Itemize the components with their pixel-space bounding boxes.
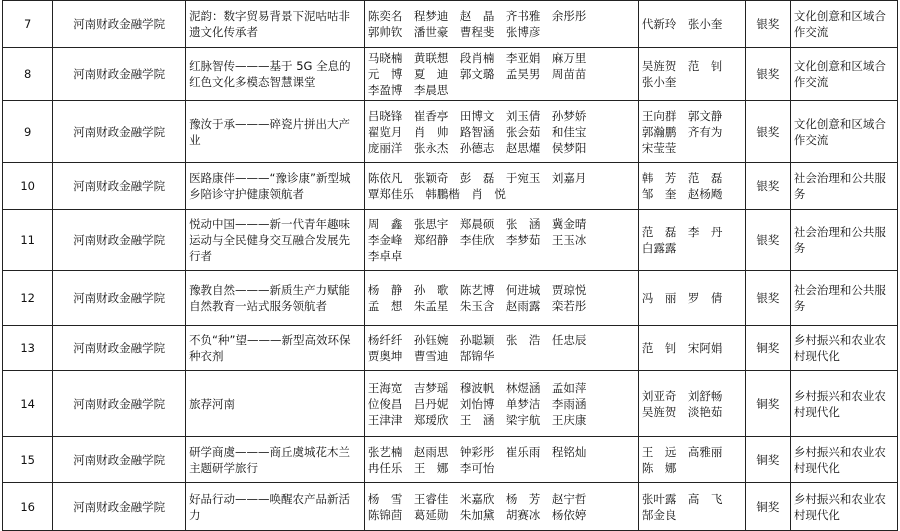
table-row bbox=[3, 48, 898, 101]
project-title-cell: 悦动中国———新一代青年趣味运动与全民健身交互融合发展先行者 bbox=[186, 210, 365, 271]
advisors-cell bbox=[638, 437, 745, 483]
category-cell: 文化创意和区域合作交流 bbox=[790, 48, 897, 101]
members-cell bbox=[364, 1, 638, 48]
project-title-cell: 豫教自然———新质生产力赋能自然教育一站式服务领航者 bbox=[186, 271, 365, 326]
row-number-cell: 10 bbox=[3, 163, 53, 210]
members-cell bbox=[364, 210, 638, 271]
school-cell: 河南财政金融学院 bbox=[53, 210, 186, 271]
advisors-cell-line: 张叶露 高 飞 bbox=[641, 491, 723, 506]
members-cell bbox=[364, 48, 638, 101]
category-cell: 社会治理和公共服务 bbox=[790, 163, 897, 210]
category-cell: 文化创意和区域合作交流 bbox=[790, 1, 897, 48]
row-number-cell: 14 bbox=[3, 371, 53, 437]
advisors-cell bbox=[638, 371, 745, 437]
school-cell: 河南财政金融学院 bbox=[53, 1, 186, 48]
members-cell bbox=[364, 163, 638, 210]
members-cell-line: 杨 雪 王睿佳 米嘉欣 杨 芳 赵宁哲 bbox=[367, 491, 587, 506]
category-cell: 社会治理和公共服务 bbox=[790, 210, 897, 271]
school-cell: 河南财政金融学院 bbox=[53, 326, 186, 371]
advisors-cell-line: 范 钊 宋阿娟 bbox=[641, 341, 723, 355]
award-cell: 银奖 bbox=[745, 48, 790, 101]
school-cell: 河南财政金融学院 bbox=[53, 48, 186, 101]
advisors-cell-line: 代新玲 张小奎 bbox=[641, 17, 723, 31]
award-cell: 铜奖 bbox=[745, 371, 790, 437]
row-number-cell: 7 bbox=[3, 1, 53, 48]
members-cell-line: 李盈博 李晨思 bbox=[367, 83, 449, 97]
advisors-cell bbox=[638, 271, 745, 326]
advisors-cell-line: 范 磊 李 丹 bbox=[641, 225, 723, 239]
project-title-cell: 泥韵：数字贸易背景下泥咕咕非遗文化传承者 bbox=[186, 1, 365, 48]
row-number-cell: 11 bbox=[3, 210, 53, 271]
members-cell-line: 李金峰 郑绍静 李佳欣 李梦茹 王玉冰 bbox=[367, 233, 587, 247]
members-cell-line: 李卓卓 bbox=[367, 249, 403, 263]
project-title-cell: 红脉智传———基于 5G 全息的红色文化多模态智慧课堂 bbox=[186, 48, 365, 101]
advisors-cell-line: 邹 奎 赵杨飏 bbox=[641, 187, 723, 201]
members-cell-line: 吕晓锋 崔香亭 田博文 刘玉倩 孙梦娇 bbox=[367, 108, 587, 123]
advisors-cell bbox=[638, 101, 745, 163]
project-title-cell: 好品行动———唤醒农产品新活力 bbox=[186, 483, 365, 531]
row-number-cell: 12 bbox=[3, 271, 53, 326]
members-cell-line: 郭帅钦 潘世豪 曹程斐 张博彦 bbox=[367, 25, 541, 39]
members-cell-line: 杨 静 孙 歌 陈艺博 何进城 贾琼悦 bbox=[367, 283, 587, 297]
advisors-cell bbox=[638, 163, 745, 210]
advisors-cell-line: 韩 芳 范 磊 bbox=[641, 171, 723, 185]
members-cell-line: 王津津 郑瑷欣 王 涵 梁宇航 王庆康 bbox=[367, 412, 587, 427]
members-cell bbox=[364, 101, 638, 163]
table-row bbox=[3, 163, 898, 210]
award-cell: 铜奖 bbox=[745, 437, 790, 483]
category-cell: 乡村振兴和农业农村现代化 bbox=[790, 483, 897, 531]
advisors-cell-line: 张小奎 bbox=[641, 75, 677, 89]
members-cell-line: 马晓楠 黄联想 段肖楠 李亚娟 麻万里 bbox=[367, 51, 587, 65]
table-row bbox=[3, 483, 898, 531]
advisors-cell-line: 郭瀚鹏 齐有为 bbox=[641, 124, 723, 139]
members-cell-line: 翟览月 肖 帅 路智涵 张会茹 和佳宝 bbox=[367, 124, 587, 139]
members-cell-line: 覃郑佳乐 韩鵬楷 肖 悦 bbox=[367, 187, 506, 201]
advisors-cell bbox=[638, 1, 745, 48]
category-cell: 文化创意和区域合作交流 bbox=[790, 101, 897, 163]
school-cell: 河南财政金融学院 bbox=[53, 437, 186, 483]
category-cell: 乡村振兴和农业农村现代化 bbox=[790, 371, 897, 437]
table-row bbox=[3, 210, 898, 271]
members-cell-line: 陈依凡 张颖奇 彭 磊 于宛玉 刘嘉月 bbox=[367, 171, 587, 185]
members-cell bbox=[364, 326, 638, 371]
advisors-cell-line: 王向群 郭文静 bbox=[641, 108, 723, 123]
project-title-cell: 不负“种”望———新型高效环保种衣剂 bbox=[186, 326, 365, 371]
members-cell-line: 张艺楠 赵雨思 钟彩彤 崔乐雨 程铭灿 bbox=[367, 444, 587, 459]
row-number-cell: 13 bbox=[3, 326, 53, 371]
advisors-cell bbox=[638, 48, 745, 101]
category-cell: 乡村振兴和农业农村现代化 bbox=[790, 326, 897, 371]
project-title-cell: 旅荐河南 bbox=[186, 371, 365, 437]
members-cell-line: 贾奥坤 曹雪迪 郜锦华 bbox=[367, 349, 495, 363]
members-cell-line: 庞丽洋 张永杰 孙德志 赵思燿 侯梦阳 bbox=[367, 140, 587, 155]
award-cell: 银奖 bbox=[745, 101, 790, 163]
awards-table-body bbox=[3, 1, 898, 531]
project-title-cell: 豫汝于承———碎瓷片拼出大产业 bbox=[186, 101, 365, 163]
project-title-cell: 医路康伴———“豫诊康”新型城乡陪诊守护健康领航者 bbox=[186, 163, 365, 210]
members-cell-line: 王海宽 吉梦瑶 穆波帆 林煜涵 孟如萍 bbox=[367, 380, 587, 395]
advisors-cell bbox=[638, 483, 745, 531]
table-row bbox=[3, 437, 898, 483]
award-cell: 铜奖 bbox=[745, 326, 790, 371]
advisors-cell-line: 宋莹莹 bbox=[641, 140, 677, 155]
category-cell: 社会治理和公共服务 bbox=[790, 271, 897, 326]
school-cell: 河南财政金融学院 bbox=[53, 163, 186, 210]
advisors-cell-line: 王 远 高雅丽 bbox=[641, 444, 723, 459]
award-cell: 银奖 bbox=[745, 210, 790, 271]
award-cell: 银奖 bbox=[745, 163, 790, 210]
school-cell: 河南财政金融学院 bbox=[53, 271, 186, 326]
advisors-cell-line: 冯 丽 罗 倩 bbox=[641, 291, 723, 305]
members-cell-line: 冉任乐 王 娜 李可怡 bbox=[367, 460, 495, 475]
members-cell bbox=[364, 271, 638, 326]
table-row bbox=[3, 326, 898, 371]
advisors-cell-line: 吴旌贺 淡艳茹 bbox=[641, 404, 723, 419]
members-cell-line: 孟 想 朱孟星 朱玉含 赵雨露 栾若彤 bbox=[367, 299, 587, 313]
members-cell-line: 位俊昌 吕丹妮 刘怡博 单梦洁 李雨涵 bbox=[367, 396, 587, 411]
advisors-cell bbox=[638, 210, 745, 271]
members-cell bbox=[364, 371, 638, 437]
category-cell: 乡村振兴和农业农村现代化 bbox=[790, 437, 897, 483]
award-cell: 银奖 bbox=[745, 271, 790, 326]
advisors-cell-line: 刘亚奇 刘舒畅 bbox=[641, 388, 723, 403]
advisors-cell-line: 陈 娜 bbox=[641, 460, 677, 475]
school-cell: 河南财政金融学院 bbox=[53, 101, 186, 163]
members-cell-line: 陈奕名 程梦迪 赵 晶 齐书雅 余彤彤 bbox=[367, 9, 587, 23]
members-cell-line: 元 博 夏 迪 郭文璐 孟昊男 周苗苗 bbox=[367, 67, 587, 81]
school-cell: 河南财政金融学院 bbox=[53, 483, 186, 531]
awards-table bbox=[2, 0, 898, 531]
advisors-cell bbox=[638, 326, 745, 371]
award-cell: 铜奖 bbox=[745, 483, 790, 531]
award-cell: 银奖 bbox=[745, 1, 790, 48]
advisors-cell-line: 吴旌贺 范 钊 bbox=[641, 59, 723, 73]
members-cell bbox=[364, 483, 638, 531]
members-cell-line: 陈锦茴 葛延勋 朱加黛 胡赛冰 杨依婷 bbox=[367, 507, 587, 522]
advisors-cell-line: 郜金良 bbox=[641, 507, 677, 522]
school-cell: 河南财政金融学院 bbox=[53, 371, 186, 437]
members-cell-line: 周 鑫 张思宇 郑晨硕 张 涵 冀金晴 bbox=[367, 217, 587, 231]
members-cell-line: 杨纤纤 孙钰婉 孙聪颖 张 浩 任忠辰 bbox=[367, 333, 587, 347]
row-number-cell: 9 bbox=[3, 101, 53, 163]
table-row bbox=[3, 1, 898, 48]
row-number-cell: 16 bbox=[3, 483, 53, 531]
table-row bbox=[3, 271, 898, 326]
members-cell bbox=[364, 437, 638, 483]
table-row bbox=[3, 371, 898, 437]
advisors-cell-line: 白露露 bbox=[641, 241, 677, 255]
table-row bbox=[3, 101, 898, 163]
project-title-cell: 研学商虞———商丘虞城花木兰主题研学旅行 bbox=[186, 437, 365, 483]
row-number-cell: 8 bbox=[3, 48, 53, 101]
row-number-cell: 15 bbox=[3, 437, 53, 483]
